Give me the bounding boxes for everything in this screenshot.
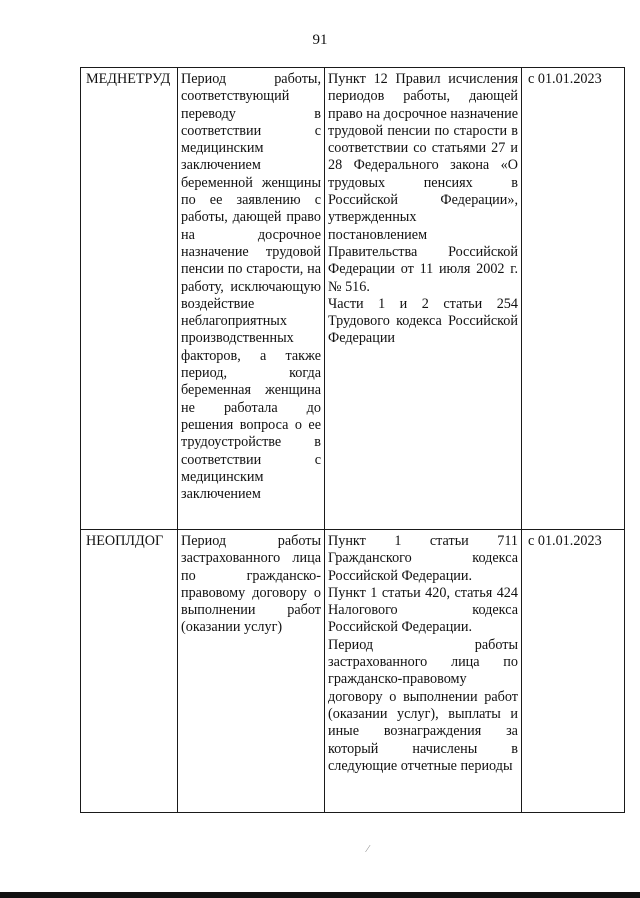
effective-date-cell: с 01.01.2023 (522, 530, 625, 813)
legal-basis-paragraph: Части 1 и 2 статьи 254 Трудового кодекса Российской Федерации (328, 295, 518, 347)
legal-basis-paragraph: Пункт 12 Правил исчисления периодов работы, дающей право на досрочное назначение трудовой пенсии по старости в соответствии со статьями 27 и 28 Федерального закона «О трудовых пенсиях в Российской Федерации», утвержденных постановлением Правительства Российской Федерации от 11 июля 2002 г. № 516. (328, 71, 519, 295)
legal-basis-paragraph: Пункт 1 статьи 420, статья 424 Налогового кодекса Российской Федерации. (328, 584, 518, 636)
legal-basis-cell (325, 68, 522, 530)
page-number: 91 (312, 32, 328, 48)
scan-artifact-mark: ⁄ (367, 844, 369, 855)
period-code-cell: НЕОПЛДОГ (81, 530, 178, 813)
legal-basis-paragraph: Период работы застрахованного лица по гражданско-правовому договору о выполнении работ (оказании услуг), выплаты и иные вознаграждения за который начислены в следующие отчетные периоды (328, 636, 518, 774)
table-row (81, 68, 625, 530)
period-description-cell (178, 530, 325, 813)
periods-table (80, 67, 625, 813)
effective-date-cell: с 01.01.2023 (522, 68, 625, 530)
period-description-cell (178, 68, 325, 530)
table-row (81, 530, 625, 813)
period-description: Период работы, соответствующий переводу в соответствии с медицинским заключением беременной женщины по ее заявлению с работы, дающей право на досрочное назначение трудовой пенсии по старости, на работу, исключающую воздействие неблагоприятных производственных факторов, а также период, когда беременная женщина не работала до решения вопроса о ее трудоустройстве в соответствии с медицинским заключением (181, 71, 321, 503)
legal-basis-paragraph: Пункт 1 статьи 711 Гражданского кодекса Российской Федерации. (328, 533, 518, 584)
period-code-cell: МЕДНЕТРУД (81, 68, 178, 530)
legal-basis-cell (325, 530, 522, 813)
period-description: Период работы застрахованного лица по гражданско-правовому договору о выполнении работ (оказании услуг) (181, 533, 321, 636)
scan-bottom-edge (0, 892, 640, 898)
